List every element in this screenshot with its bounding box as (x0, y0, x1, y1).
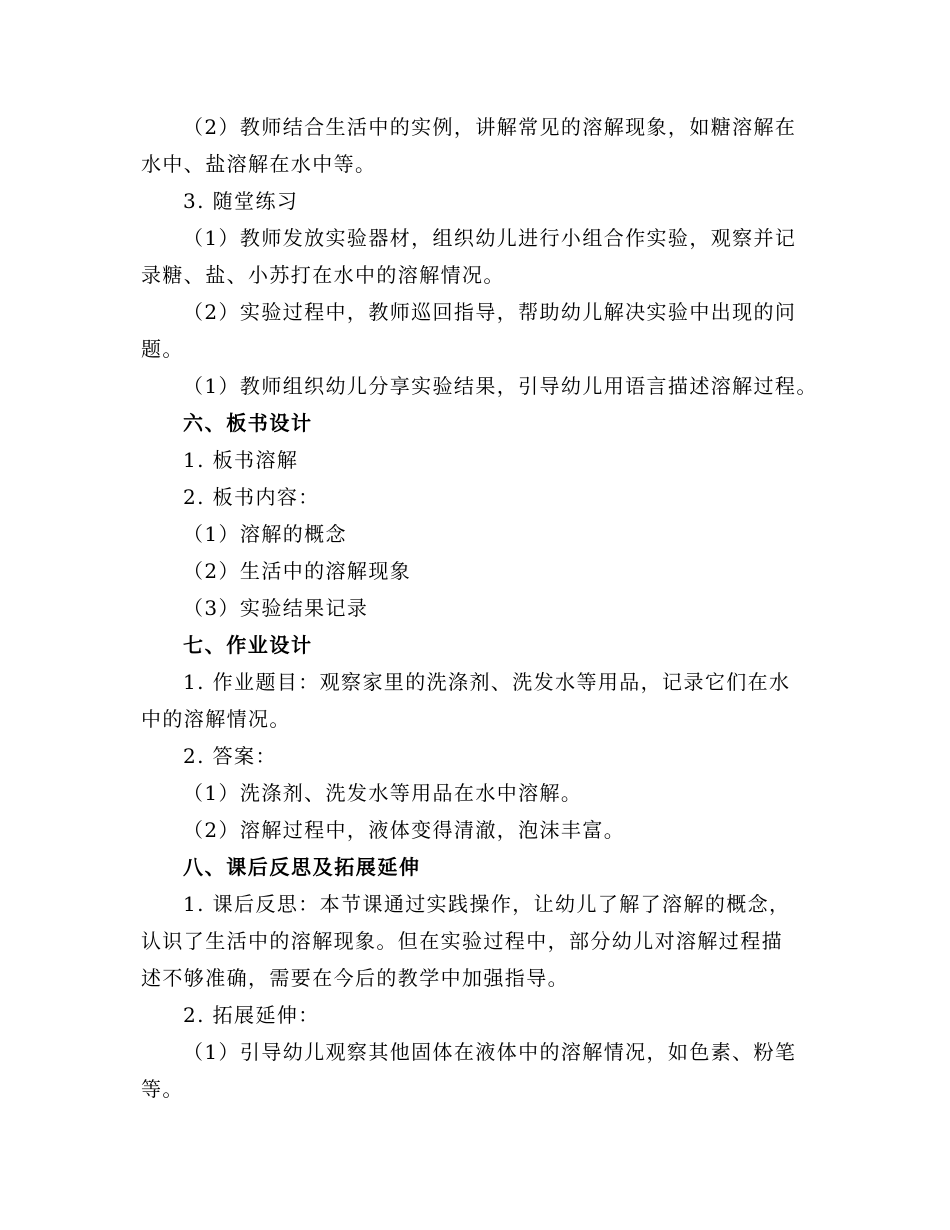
list-item: 1. 板书溶解 (183, 448, 299, 472)
paragraph-line: （1）教师组织幼儿分享实验结果，引导幼儿用语言描述溶解过程。 (183, 374, 818, 398)
paragraph-line: 水中、盐溶解在水中等。 (141, 152, 377, 176)
paragraph-line: 认识了生活中的溶解现象。但在实验过程中，部分幼儿对溶解过程描 (141, 929, 783, 953)
section-heading: 七、作业设计 (183, 633, 313, 657)
list-item: 2. 板书内容： (183, 485, 320, 509)
paragraph-line: 中的溶解情况。 (141, 707, 291, 731)
list-item: （1）洗涤剂、洗发水等用品在水中溶解。 (183, 781, 583, 805)
list-item: （3）实验结果记录 (183, 596, 369, 620)
paragraph-line: 等。 (141, 1077, 184, 1101)
paragraph-line: 述不够准确，需要在今后的教学中加强指导。 (141, 966, 569, 990)
paragraph-line: 1. 课后反思：本节课通过实践操作，让幼儿了解了溶解的概念， (183, 892, 791, 916)
section-heading: 六、板书设计 (183, 411, 313, 435)
list-item: （1）溶解的概念 (183, 522, 347, 546)
paragraph-line: （2）教师结合生活中的实例，讲解常见的溶解现象，如糖溶解在 (183, 115, 797, 139)
list-item: （2）溶解过程中，液体变得清澈，泡沫丰富。 (183, 818, 626, 842)
paragraph-line: （1）引导幼儿观察其他固体在液体中的溶解情况，如色素、粉笔 (183, 1040, 797, 1064)
list-item: 2. 答案： (183, 744, 277, 768)
list-item: （2）生活中的溶解现象 (183, 559, 412, 583)
paragraph-line: 录糖、盐、小苏打在水中的溶解情况。 (141, 263, 505, 287)
section-heading: 八、课后反思及拓展延伸 (183, 855, 421, 879)
paragraph-line: （2）实验过程中，教师巡回指导，帮助幼儿解决实验中出现的问 (183, 300, 797, 324)
list-item: 3. 随堂练习 (183, 189, 299, 213)
paragraph-line: 1. 作业题目：观察家里的洗涤剂、洗发水等用品，记录它们在水 (183, 670, 791, 694)
paragraph-line: （1）教师发放实验器材，组织幼儿进行小组合作实验，观察并记 (183, 226, 797, 250)
paragraph-line: 题。 (141, 337, 184, 361)
list-item: 2. 拓展延伸： (183, 1003, 320, 1027)
